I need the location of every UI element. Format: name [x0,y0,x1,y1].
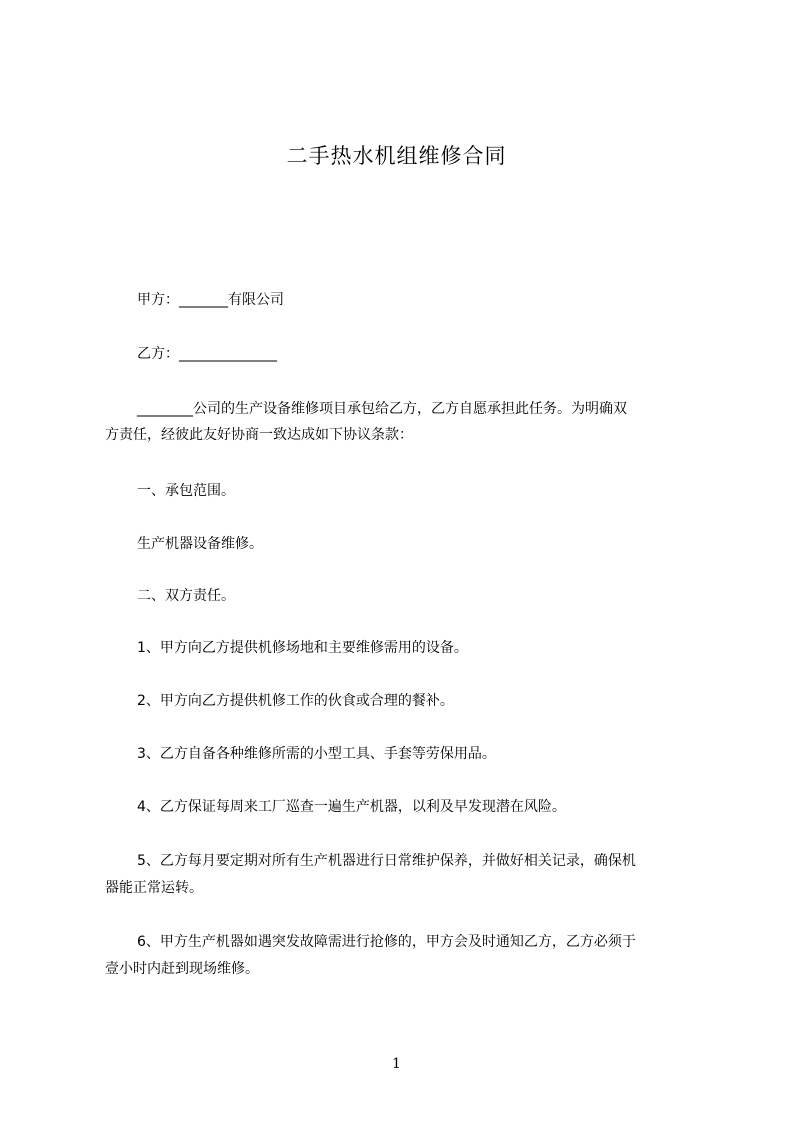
party-b-line: 乙方：______________ [137,346,277,362]
clause-2: 2、甲方向乙方提供机修工作的伙食或合理的餐补。 [137,693,454,709]
section-1-body: 生产机器设备维修。 [137,536,263,552]
intro-line-2: 方责任，经彼此友好协商一致达成如下协议条款： [105,427,413,443]
clause-3: 3、乙方自备各种维修所需的小型工具、手套等劳保用品。 [137,746,496,762]
clause-5-line-2: 器能正常运转。 [105,880,203,896]
page-number: 1 [392,1056,401,1072]
clause-1: 1、甲方向乙方提供机修场地和主要维修需用的设备。 [137,640,468,656]
section-1-heading: 一、承包范围。 [137,483,235,499]
clause-5-line-1: 5、乙方每月要定期对所有生产机器进行日常维护保养，并做好相关记录，确保机 [137,853,636,869]
clause-4: 4、乙方保证每周来工厂巡查一遍生产机器，以利及早发现潜在风险。 [137,799,566,815]
document-title: 二手热水机组维修合同 [286,144,507,168]
intro-line-1: ________公司的生产设备维修项目承包给乙方，乙方自愿承担此任务。为明确双 [137,401,627,417]
clause-6-line-1: 6、甲方生产机器如遇突发故障需进行抢修的，甲方会及时通知乙方，乙方必须于 [137,934,636,950]
party-a-line: 甲方：_______有限公司 [137,292,284,308]
section-2-heading: 二、双方责任。 [137,588,235,604]
clause-6-line-2: 壹小时内赶到现场维修。 [105,961,259,977]
